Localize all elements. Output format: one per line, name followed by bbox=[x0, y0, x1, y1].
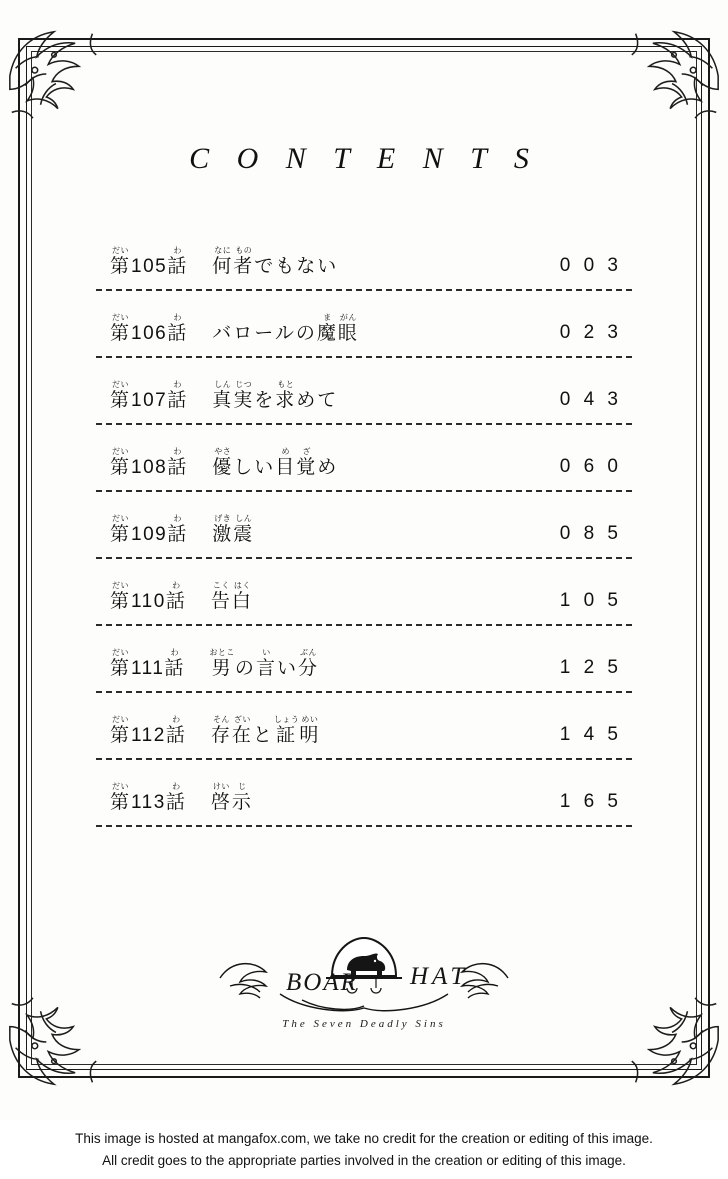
title-segment-base: 男 bbox=[211, 658, 233, 679]
ruby-text: わ bbox=[172, 581, 181, 590]
title-segment bbox=[338, 313, 359, 345]
title-segment-base: め bbox=[317, 457, 339, 478]
toc-page-number: 0 6 0 bbox=[559, 456, 622, 477]
chapter-number: 109 bbox=[131, 524, 168, 545]
title-segment bbox=[212, 514, 233, 546]
chapter-prefix bbox=[110, 514, 131, 546]
title-segment-base: 目 bbox=[275, 457, 297, 478]
toc-entry[interactable] bbox=[96, 299, 632, 366]
chapter-prefix-char: 第 bbox=[110, 390, 132, 411]
title-segment-base: 激 bbox=[212, 524, 234, 545]
title-segment-base: 存 bbox=[210, 725, 232, 746]
toc-entry-title bbox=[110, 715, 320, 747]
chapter-suffix bbox=[166, 715, 187, 747]
title-segment-base: 言 bbox=[255, 658, 277, 679]
ruby-text: じ bbox=[238, 782, 247, 791]
boar-hat-logo bbox=[0, 930, 728, 1030]
title-segment bbox=[232, 581, 253, 613]
ruby-text: しん bbox=[214, 380, 232, 389]
toc-entry[interactable] bbox=[96, 634, 632, 701]
title-segment bbox=[233, 514, 254, 546]
toc-leader-line bbox=[96, 557, 632, 559]
title-segment bbox=[254, 246, 338, 278]
toc-entry-title bbox=[110, 447, 338, 479]
table-of-contents bbox=[96, 232, 632, 835]
chapter-suffix-char: 話 bbox=[167, 256, 189, 277]
title-segment bbox=[212, 313, 317, 345]
ruby-text: だい bbox=[112, 246, 129, 255]
title-segment-base: しい bbox=[233, 457, 276, 478]
chapter-number: 112 bbox=[131, 725, 166, 746]
ruby-text: わ bbox=[173, 447, 182, 456]
ruby-text: もの bbox=[235, 246, 253, 255]
ruby-text: だい bbox=[112, 514, 129, 523]
title-segment-base: 優 bbox=[212, 457, 234, 478]
chapter-number: 113 bbox=[131, 792, 166, 813]
title-segment-base: めて bbox=[296, 390, 339, 411]
ruby-text: め bbox=[281, 447, 291, 456]
chapter-suffix-char: 話 bbox=[165, 725, 187, 746]
chapter-suffix bbox=[167, 246, 188, 278]
chapter-number: 107 bbox=[131, 390, 168, 411]
ruby-text: げき bbox=[214, 514, 232, 523]
chapter-prefix-char: 第 bbox=[110, 524, 132, 545]
toc-entry-title bbox=[110, 648, 319, 680]
ornament-corner-icon bbox=[626, 26, 722, 122]
ruby-text: ざい bbox=[233, 715, 251, 724]
title-segment bbox=[317, 313, 338, 345]
chapter-number-group bbox=[131, 313, 167, 345]
toc-page-number: 1 0 5 bbox=[559, 590, 622, 611]
ruby-text: がん bbox=[339, 313, 357, 322]
ruby-text: だい bbox=[112, 782, 129, 791]
toc-page-number: 0 4 3 bbox=[559, 389, 622, 410]
chapter-number-group bbox=[131, 648, 164, 680]
chapter-number: 105 bbox=[131, 256, 168, 277]
chapter-prefix-char: 第 bbox=[110, 256, 132, 277]
chapter-number-group bbox=[131, 514, 167, 546]
chapter-prefix bbox=[110, 313, 131, 345]
toc-page-number: 1 2 5 bbox=[559, 657, 622, 678]
title-segment-base: 実 bbox=[233, 390, 255, 411]
toc-entry-title bbox=[110, 514, 254, 546]
toc-leader-line bbox=[96, 691, 632, 693]
toc-entry-title bbox=[110, 246, 338, 278]
title-segment-base: 求 bbox=[275, 390, 297, 411]
ornament-corner-icon bbox=[6, 26, 102, 122]
ruby-text: なに bbox=[214, 246, 232, 255]
chapter-suffix-char: 話 bbox=[165, 591, 187, 612]
chapter-suffix bbox=[167, 447, 188, 479]
ruby-text: わ bbox=[170, 648, 180, 657]
hosting-disclaimer bbox=[0, 1128, 728, 1172]
title-segment-base: 覚 bbox=[296, 457, 318, 478]
ruby-text: しょう bbox=[273, 715, 300, 724]
chapter-prefix bbox=[110, 380, 131, 412]
chapter-suffix-char: 話 bbox=[164, 658, 186, 679]
toc-entry[interactable] bbox=[96, 366, 632, 433]
svg-text:BOAR: BOAR bbox=[286, 969, 358, 996]
title-segment-base: 明 bbox=[299, 725, 321, 746]
chapter-suffix-char: 話 bbox=[165, 792, 187, 813]
title-segment bbox=[274, 715, 300, 747]
chapter-number: 108 bbox=[131, 457, 168, 478]
ruby-text: ま bbox=[323, 313, 332, 322]
chapter-suffix-char: 話 bbox=[167, 390, 189, 411]
title-segment-base: と bbox=[252, 725, 274, 746]
toc-entry-title bbox=[110, 782, 253, 814]
toc-entry[interactable] bbox=[96, 500, 632, 567]
title-segment bbox=[212, 447, 233, 479]
chapter-prefix-char: 第 bbox=[110, 591, 132, 612]
toc-page-number: 1 6 5 bbox=[559, 791, 622, 812]
toc-entry-title bbox=[110, 380, 338, 412]
page-title: C O N T E N T S bbox=[189, 142, 539, 175]
chapter-suffix-char: 話 bbox=[167, 323, 189, 344]
chapter-prefix bbox=[110, 246, 131, 278]
title-segment bbox=[254, 380, 275, 412]
chapter-prefix-char: 第 bbox=[110, 792, 132, 813]
title-segment-base: 分 bbox=[297, 658, 319, 679]
chapter-suffix bbox=[166, 782, 187, 814]
toc-leader-line bbox=[96, 289, 632, 291]
chapter-suffix bbox=[167, 380, 188, 412]
toc-page-number: 0 0 3 bbox=[559, 255, 622, 276]
svg-text:HAT: HAT bbox=[410, 963, 469, 990]
title-segment-base: 者 bbox=[233, 256, 255, 277]
chapter-suffix bbox=[166, 581, 187, 613]
chapter-prefix-char: 第 bbox=[110, 457, 132, 478]
chapter-prefix-char: 第 bbox=[110, 725, 132, 746]
ruby-text: だい bbox=[112, 581, 129, 590]
toc-entry[interactable] bbox=[96, 433, 632, 500]
title-segment bbox=[211, 581, 232, 613]
title-segment-base: 白 bbox=[231, 591, 253, 612]
title-segment bbox=[212, 380, 233, 412]
title-segment-base: 啓 bbox=[210, 792, 232, 813]
chapter-number-group bbox=[131, 581, 166, 613]
title-segment-base: 証 bbox=[276, 725, 298, 746]
chapter-suffix bbox=[167, 514, 188, 546]
title-segment-base: 在 bbox=[231, 725, 253, 746]
title-segment bbox=[317, 447, 338, 479]
chapter-prefix bbox=[110, 782, 131, 814]
ruby-text: だい bbox=[112, 715, 129, 724]
title-segment bbox=[235, 648, 256, 680]
ruby-text: しん bbox=[235, 514, 253, 523]
chapter-suffix-char: 話 bbox=[167, 457, 189, 478]
toc-entry[interactable] bbox=[96, 232, 632, 299]
title-segment bbox=[277, 648, 298, 680]
title-segment-base: 真 bbox=[212, 390, 234, 411]
toc-leader-line bbox=[96, 825, 632, 827]
title-segment bbox=[299, 715, 320, 747]
toc-entry-title bbox=[110, 313, 359, 345]
toc-page-number: 0 2 3 bbox=[559, 322, 622, 343]
ruby-text: じつ bbox=[235, 380, 253, 389]
title-segment bbox=[296, 380, 338, 412]
chapter-suffix bbox=[167, 313, 188, 345]
chapter-suffix bbox=[164, 648, 185, 680]
ruby-text: い bbox=[262, 648, 271, 657]
toc-entry[interactable] bbox=[96, 768, 632, 835]
title-segment-base: バロールの bbox=[212, 323, 317, 344]
title-segment bbox=[275, 447, 296, 479]
toc-leader-line bbox=[96, 356, 632, 358]
chapter-number: 110 bbox=[131, 591, 166, 612]
chapter-suffix-char: 話 bbox=[167, 524, 189, 545]
ruby-text: だい bbox=[112, 313, 129, 322]
chapter-prefix bbox=[110, 581, 131, 613]
logo-subtitle: The Seven Deadly Sins bbox=[282, 1018, 446, 1030]
ruby-text: もと bbox=[277, 380, 295, 389]
title-segment bbox=[233, 447, 275, 479]
title-segment bbox=[256, 648, 277, 680]
ruby-text: けい bbox=[212, 782, 230, 791]
chapter-number: 111 bbox=[131, 658, 165, 679]
title-segment-base: を bbox=[254, 390, 276, 411]
toc-page-number: 1 4 5 bbox=[559, 724, 622, 745]
chapter-prefix bbox=[110, 447, 131, 479]
title-segment bbox=[275, 380, 296, 412]
title-segment-base: 示 bbox=[231, 792, 253, 813]
title-segment-base: でもない bbox=[254, 256, 339, 277]
toc-leader-line bbox=[96, 758, 632, 760]
ruby-text: わ bbox=[172, 782, 181, 791]
ruby-text: そん bbox=[212, 715, 230, 724]
title-segment-base: 魔 bbox=[316, 323, 338, 344]
title-segment bbox=[211, 782, 232, 814]
title-segment bbox=[212, 246, 233, 278]
chapter-number-group bbox=[131, 782, 166, 814]
title-segment bbox=[232, 715, 253, 747]
ruby-text: わ bbox=[173, 380, 182, 389]
title-segment-base: の bbox=[234, 658, 256, 679]
ruby-text: わ bbox=[173, 514, 182, 523]
chapter-number-group bbox=[131, 447, 167, 479]
toc-entry-title bbox=[110, 581, 253, 613]
title-segment bbox=[296, 447, 317, 479]
title-segment-base: 告 bbox=[210, 591, 232, 612]
disclaimer-line-2: All credit goes to the appropriate parties involved in the creation or editing of this image. bbox=[102, 1153, 626, 1168]
title-segment bbox=[211, 715, 232, 747]
title-segment-base: 震 bbox=[233, 524, 255, 545]
ruby-text: めい bbox=[301, 715, 319, 724]
ruby-text: ざ bbox=[302, 447, 312, 456]
ruby-text: わ bbox=[173, 313, 182, 322]
chapter-number-group bbox=[131, 246, 167, 278]
toc-leader-line bbox=[96, 423, 632, 425]
chapter-number-group bbox=[131, 715, 166, 747]
title-segment bbox=[232, 782, 253, 814]
title-segment bbox=[298, 648, 319, 680]
ruby-text: わ bbox=[172, 715, 181, 724]
title-segment bbox=[209, 648, 235, 680]
toc-entry[interactable] bbox=[96, 567, 632, 634]
ruby-text: ぶん bbox=[299, 648, 317, 657]
chapter-prefix-char: 第 bbox=[110, 323, 132, 344]
chapter-prefix-char: 第 bbox=[110, 658, 132, 679]
title-segment bbox=[253, 715, 274, 747]
title-segment-base: 眼 bbox=[337, 323, 359, 344]
ruby-text: やさ bbox=[214, 447, 232, 456]
ruby-text: おとこ bbox=[209, 648, 235, 657]
toc-entry[interactable] bbox=[96, 701, 632, 768]
toc-leader-line bbox=[96, 624, 632, 626]
title-segment bbox=[233, 380, 254, 412]
chapter-prefix bbox=[110, 715, 131, 747]
ruby-text: だい bbox=[112, 380, 129, 389]
title-segment-base: い bbox=[276, 658, 298, 679]
title-segment-base: 何 bbox=[212, 256, 234, 277]
ruby-text: だい bbox=[112, 447, 129, 456]
ruby-text: はく bbox=[233, 581, 251, 590]
ruby-text: わ bbox=[173, 246, 182, 255]
chapter-number: 106 bbox=[131, 323, 168, 344]
disclaimer-line-1: This image is hosted at mangafox.com, we take no credit for the creation or editing of this image. bbox=[75, 1131, 653, 1146]
toc-leader-line bbox=[96, 490, 632, 492]
toc-page-number: 0 8 5 bbox=[559, 523, 622, 544]
chapter-prefix bbox=[110, 648, 131, 680]
chapter-number-group bbox=[131, 380, 167, 412]
title-segment bbox=[233, 246, 254, 278]
ruby-text: だい bbox=[112, 648, 129, 657]
ruby-text: こく bbox=[212, 581, 230, 590]
